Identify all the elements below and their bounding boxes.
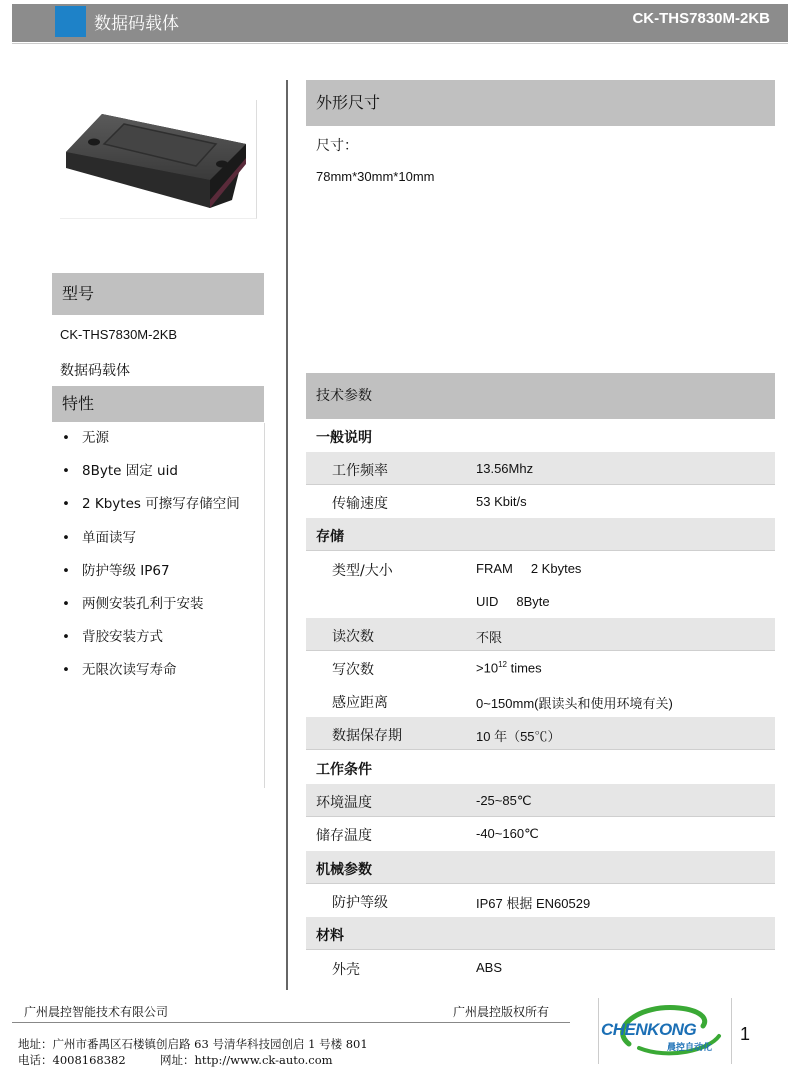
spec-group-storage: 存储 xyxy=(306,518,775,551)
spec-label: 数据保存期 xyxy=(332,728,402,744)
table-row xyxy=(306,684,775,717)
spec-label: 感应距离 xyxy=(332,695,388,711)
spec-group-conditions: 工作条件 xyxy=(316,762,372,778)
spec-group-mechanical: 机械参数 xyxy=(306,851,775,884)
bullet-icon: • xyxy=(62,562,70,579)
page-number: 1 xyxy=(740,1024,751,1044)
list-item: • 无限次读写寿命 xyxy=(62,657,240,690)
spec-value: FRAM 2 Kbytes xyxy=(476,561,582,576)
footer-rule xyxy=(12,1022,570,1023)
model-code: CK-THS7830M-2KB xyxy=(60,327,178,342)
header-model: CK-THS7830M-2KB xyxy=(632,10,770,27)
footer-address: 地址：广州市番禺区石楼镇创启路 63 号清华科技园创启 1 号楼 801 xyxy=(18,1037,368,1051)
left-column-rule xyxy=(264,423,265,788)
spec-value: -25~85℃ xyxy=(476,793,532,808)
dimensions-section-title: 外形尺寸 xyxy=(306,80,775,126)
footer-phone: 电话：4008168382 xyxy=(18,1053,126,1067)
header-accent-square xyxy=(55,6,86,37)
footer-rights: 广州晨控版权所有 xyxy=(453,1005,550,1019)
model-section-title: 型号 xyxy=(52,273,264,315)
table-row xyxy=(306,618,775,651)
table-row xyxy=(306,784,775,817)
spec-value: 10 年（55℃） xyxy=(476,729,561,744)
logo-wordmark: CHENKONG xyxy=(601,1020,697,1039)
spec-label: 工作频率 xyxy=(332,463,388,479)
spec-label: 防护等级 xyxy=(332,895,388,911)
spec-label: 写次数 xyxy=(332,662,374,678)
header-rule xyxy=(12,43,788,44)
header-title: 数据码载体 xyxy=(94,14,179,34)
list-item: • 2 Kbytes 可擦写存储空间 xyxy=(62,491,240,524)
bullet-icon: • xyxy=(62,496,70,513)
list-item: • 8Byte 固定 uid xyxy=(62,458,240,491)
spec-value: 53 Kbit/s xyxy=(476,494,527,509)
dimensions-label: 尺寸： xyxy=(316,138,358,154)
table-row xyxy=(306,817,775,850)
spec-value: 不限 xyxy=(476,630,503,645)
bullet-icon: • xyxy=(62,629,70,646)
table-row xyxy=(306,951,775,984)
logo-subtitle: 晨控自动化 xyxy=(667,1043,713,1053)
spec-group-material: 材料 xyxy=(306,917,775,950)
model-name: 数据码载体 xyxy=(60,363,130,379)
table-row xyxy=(306,651,775,684)
bullet-icon: • xyxy=(62,662,70,679)
spec-label: 读次数 xyxy=(332,629,374,645)
dimensions-value: 78mm*30mm*10mm xyxy=(316,169,435,184)
list-item: • 单面读写 xyxy=(62,525,240,558)
table-row xyxy=(306,717,775,750)
spec-value: ABS xyxy=(476,960,503,975)
table-row xyxy=(306,552,775,585)
spec-label: 类型/大小 xyxy=(332,563,393,579)
bullet-icon: • xyxy=(62,430,70,446)
spec-value: -40~160℃ xyxy=(476,826,539,841)
spec-value: UID 8Byte xyxy=(476,594,550,609)
bullet-icon: • xyxy=(62,595,70,612)
spec-label: 环境温度 xyxy=(316,795,372,811)
spec-value: 0~150mm(跟读头和使用环境有关) xyxy=(476,696,673,711)
footer-website: 网址：http://www.ck-auto.com xyxy=(160,1053,333,1067)
spec-value: 13.56Mhz xyxy=(476,461,534,476)
bullet-icon: • xyxy=(62,529,70,546)
tech-params-section-title: 技术参数 xyxy=(306,373,775,419)
bullet-icon: • xyxy=(62,463,70,480)
list-item: • 两侧安装孔利于安装 xyxy=(62,591,240,624)
footer-company: 广州晨控智能技术有限公司 xyxy=(24,1005,169,1019)
spec-group-general: 一般说明 xyxy=(316,430,372,446)
list-item: • 防护等级 IP67 xyxy=(62,558,240,591)
feature-list xyxy=(62,425,240,691)
table-row xyxy=(306,884,775,917)
company-logo xyxy=(598,998,732,1064)
spec-value: IP67 根据 EN60529 xyxy=(476,896,591,911)
table-row xyxy=(306,585,775,618)
spec-label: 外壳 xyxy=(332,962,360,978)
product-image xyxy=(60,100,257,219)
list-item: • 无源 xyxy=(62,425,240,458)
spec-label: 储存温度 xyxy=(316,828,372,844)
list-item: • 背胶安装方式 xyxy=(62,624,240,657)
spec-label: 传输速度 xyxy=(332,496,388,512)
table-row xyxy=(306,452,775,485)
column-divider xyxy=(286,80,288,990)
features-section-title: 特性 xyxy=(52,386,264,422)
table-row xyxy=(306,485,775,518)
spec-value: $>10^{12}$ times xyxy=(476,660,542,676)
